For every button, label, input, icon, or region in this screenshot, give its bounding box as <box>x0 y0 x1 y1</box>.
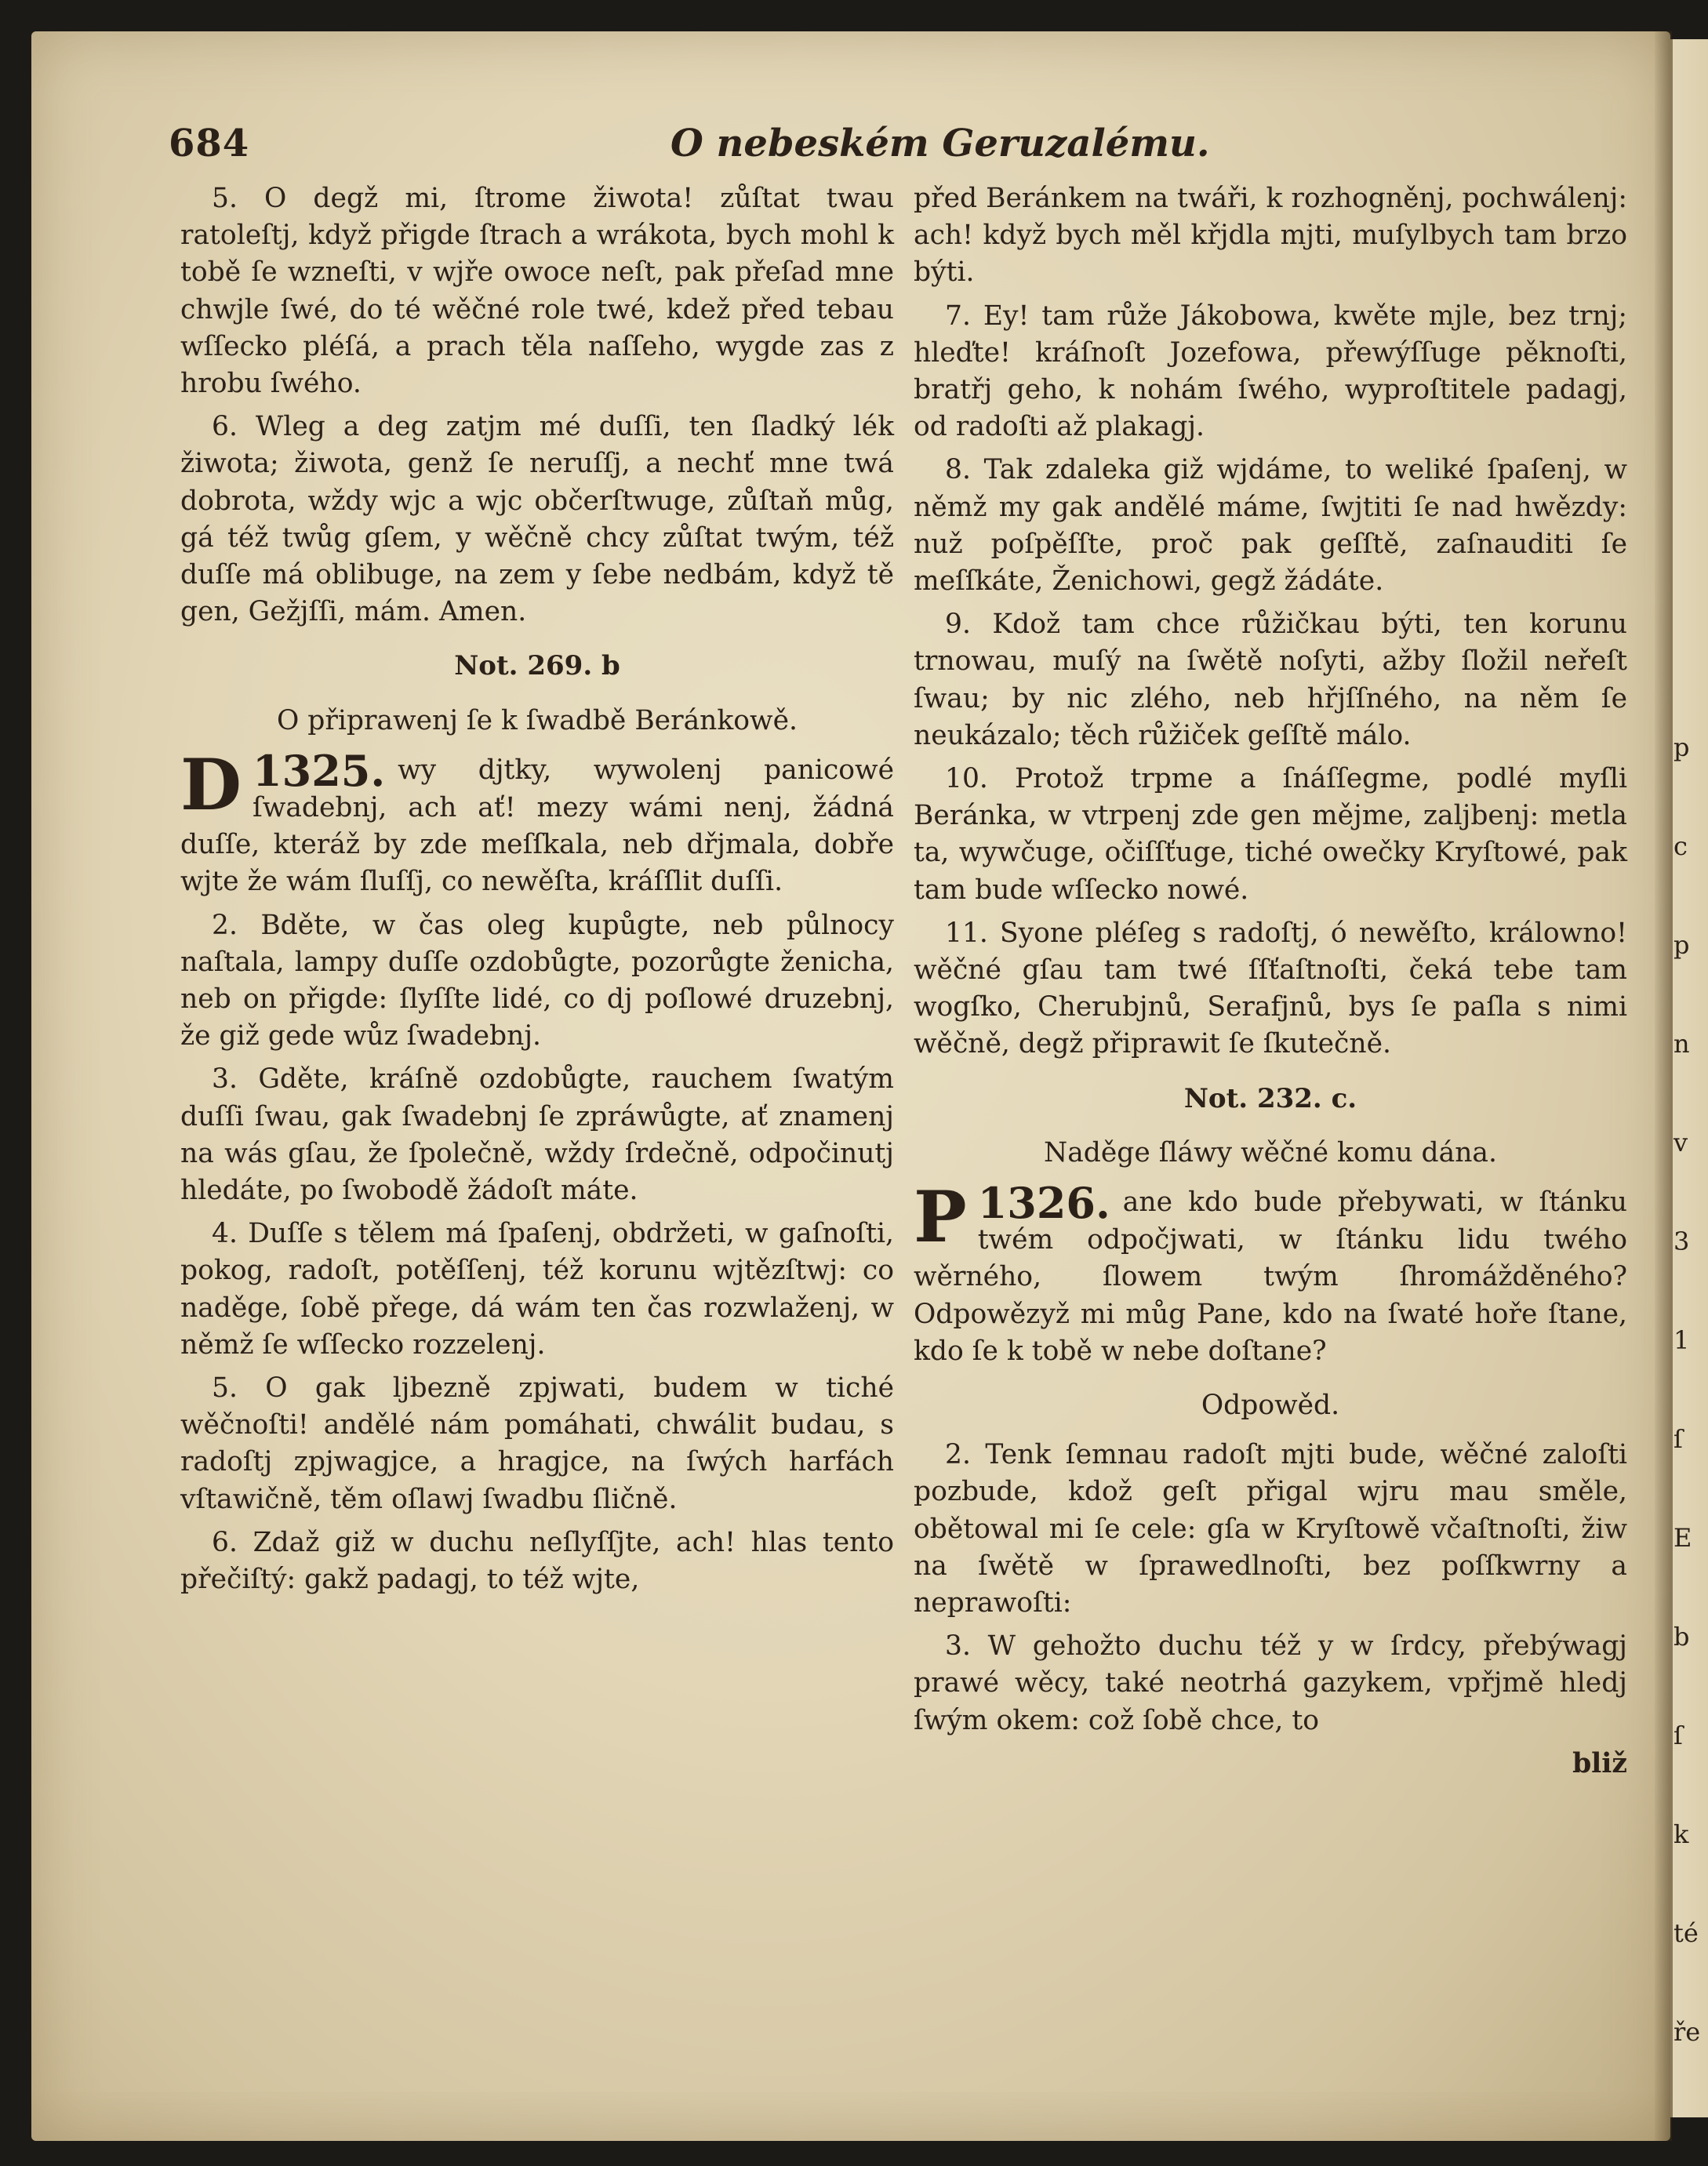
hymn-title: O připrawenj ſe k ſwadbě Beránkowě. <box>277 704 798 736</box>
verse-continuation: před Beránkem na twáři, k rozhogněnj, pochwálenj: ach! když bych měl křjdla mjti, muſylbych tam brzo býti. <box>914 183 1627 289</box>
fragment: k <box>1673 1819 1689 1849</box>
hymn-number: 1325. <box>253 745 386 796</box>
verse-10: 10. Protož trpme a ſnáſſegme, podlé myſli Beránka, w vtrpenj zde gen mějme, zaljbenj: metla ta, wywčuge, očiſſťuge, tiché owečky Kryſtowé, pak tam bude wſſecko nowé. <box>914 763 1627 906</box>
verse-5: 5. O degž mi, ſtrome žiwota! zůſtat twau ratoleſtj, když přigde ſtrach a wrákota, bych mohl k tobě ſe wzneſti, v wjře owoce neſt, pak přeſad mne chwjle ſwé, do té wěčné role twé, kdež před tebau wſſecko pléſá, a prach těla naſſeho, wygde zas z hrobu ſwého. <box>180 183 894 400</box>
hymn-text: ane kdo bude přebywati, w ſtánku twém odpočjwati, w ſtánku lidu twého wěrného, ſlowem twým ſhromážděného? Odpowězyž mi můg Pane, kdo na ſwaté hoře ſtane, kdo ſe k tobě w nebe doſtane? <box>914 1187 1627 1367</box>
fragment: ſ <box>1673 1721 1683 1750</box>
fragment: b <box>1673 1622 1690 1652</box>
fragment: ſ <box>1673 1424 1683 1454</box>
hymn-note: Not. 269. b <box>454 650 620 682</box>
left-column <box>180 180 894 1605</box>
verse-8: 8. Tak zdaleka giž wjdáme, to weliké ſpaſenj, w němž my gak andělé máme, ſwjtiti ſe nad hwězdy: nuž poſpěſſte, proč pak geſſtě, zaſnauditi ſe meſſkáte, Ženichowi, gegž žádáte. <box>914 454 1627 598</box>
verse-7: 7. Ey! tam růže Jákobowa, kwěte mjle, bez trnj; hleďte! kráſnoſt Jozefowa, přewýſſuge pěknoſti, bratřj geho, k nohám ſwého, wyproſtitele padagj, od radoſti až plakagj. <box>914 300 1627 443</box>
verse-2: 2. Bděte, w čas oleg kupůgte, neb půlnocy naſtala, lampy duſſe ozdobůgte, pozorůgte ženicha, neb on přigde: ſlyſſte lidé, co dj poſlowé druzebnj, že giž gede wůz ſwadebnj. <box>180 909 894 1052</box>
drop-cap: P <box>914 1176 967 1259</box>
verse-11: 11. Syone pléſeg s radoſtj, ó newěſto, králowno! wěčné gſau tam twé ſſťaſtnoſti, čeká tebe tam wogſko, Cherubjnů, Serafjnů, bys ſe paſla s nimi wěčně, degž připrawit ſe ſkutečně. <box>914 917 1627 1060</box>
fragment: 3 <box>1673 1227 1690 1256</box>
hymn-number: 1326. <box>977 1177 1110 1228</box>
gutter-shadow <box>1655 31 1672 2141</box>
hymn-text: wy djtky, wywolenj panicowé ſwadebnj, ach ať! mezy wámi nenj, žádná duſſe, kteráž by zde meſſkala, neb dřjmala, dobře wjte že wám ſluſſj, co newěſta, kráſſlit duſſi. <box>180 754 894 898</box>
verse-5b: 5. O gak ljbezně zpjwati, budem w tiché wěčnoſti! andělé nám pomáhati, chwálit budau, s radoſtj zpjwagjce, a hragjce, na ſwých harfách vſtawičně, těm oſlawj ſwadbu ſličně. <box>180 1372 894 1515</box>
fragment: E <box>1673 1523 1692 1553</box>
hymn-1326-verse-1 <box>914 1176 1627 1370</box>
verse-6b: 6. Zdaž giž w duchu neſlyſſjte, ach! hlas tento přečiſtý: gakž padagj, to též wjte, <box>180 1526 894 1595</box>
facing-page-fragments <box>1673 698 1700 2081</box>
drop-cap: D <box>180 743 242 827</box>
fragment: p <box>1673 732 1690 762</box>
verse-9: 9. Kdož tam chce růžičkau býti, ten korunu trnowau, muſý na ſwětě noſyti, ažby ſložil neřeſt ſwau; by nic zlého, neb hřjſſného, na něm ſe neukázalo; těch růžiček geſſtě málo. <box>914 609 1627 751</box>
running-title: O nebeském Geruzalému. <box>670 122 1210 165</box>
fragment: 1 <box>1673 1325 1690 1355</box>
verse-6: 6. Wleg a deg zatjm mé duſſi, ten ſladký lék žiwota; žiwota, genž ſe neruſſj, a nechť mne twá dobrota, wždy wjc a wjc občerſtwuge, zůſtaň můg, gá též twůg gſem, y wěčně chcy zůſtat twým, též duſſe má oblibuge, na zem y ſebe nedbám, když tě gen, Gežjſſi, mám. Amen. <box>180 411 894 628</box>
page-number: 684 <box>169 122 250 165</box>
response-3: 3. W gehožto duchu též y w ſrdcy, přebýwagj prawé wěcy, také neotrhá gazykem, vpřjmě hledj ſwým okem: což ſobě chce, to <box>914 1630 1627 1736</box>
page-header <box>169 122 1619 169</box>
hymn-title: Naděge ſláwy wěčné komu dána. <box>1044 1136 1497 1168</box>
verse-3: 3. Gděte, kráſně ozdobůgte, rauchem ſwatým duſſi ſwau, gak ſwadebnj ſe zpráwůgte, ať znamenj na wás gſau, že ſpolečně, wždy ſrdečně, odpočinutj hledáte, po ſwobodě žádoſt máte. <box>180 1063 894 1206</box>
answer-heading: Odpowěd. <box>1201 1389 1340 1421</box>
hymn-note: Not. 232. c. <box>1183 1082 1357 1114</box>
fragment: c <box>1673 831 1688 861</box>
response-2: 2. Tenk ſemnau radoſt mjti bude, wěčné zaloſti pozbude, kdož geſt přigal wjru mau směle, obětowal mi ſe cele: gſa w Kryſtowě včaſtnoſti, žiw na ſwětě w ſprawedlnoſti, bez poſſkwrny a neprawoſti: <box>914 1439 1627 1619</box>
catchword: bliž <box>1572 1747 1627 1779</box>
fragment: té <box>1673 1918 1699 1948</box>
verse-4: 4. Duſſe s tělem má ſpaſenj, obdržeti, w gaſnoſti, pokog, radoſt, potěſſenj, též korunu wjtězſtwj: co naděge, ſobě přege, dá wám ten čas rozwlaženj, w němž ſe wſſecko rozzelenj. <box>180 1218 894 1361</box>
fragment: p <box>1673 930 1690 960</box>
hymn-1325-verse-1 <box>180 743 894 901</box>
fragment: n <box>1673 1029 1690 1059</box>
fragment: ře <box>1673 2017 1701 2047</box>
right-column <box>914 180 1627 1783</box>
fragment: v <box>1673 1128 1688 1158</box>
